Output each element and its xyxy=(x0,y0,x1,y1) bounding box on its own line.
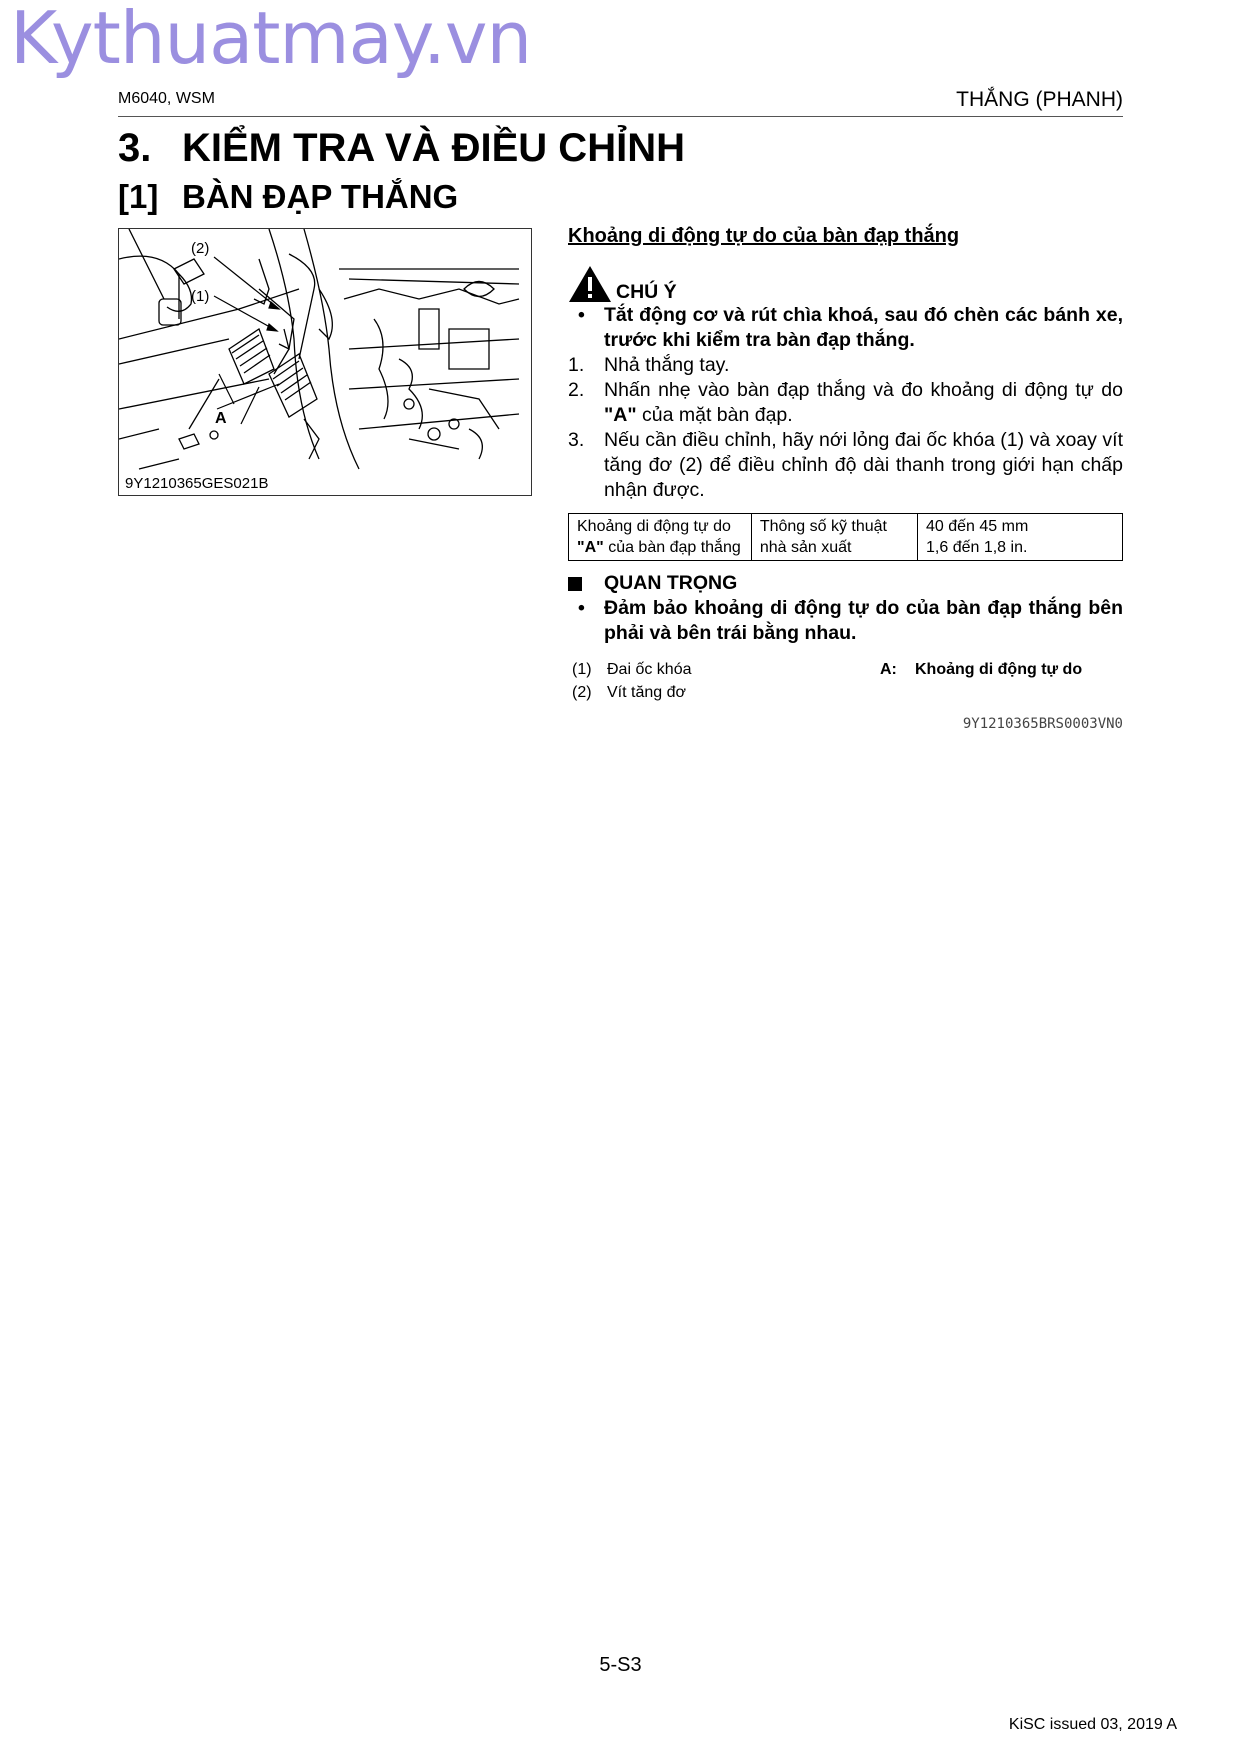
subsection-number: [1] xyxy=(118,178,159,215)
important-heading xyxy=(568,571,1123,596)
subsection-heading xyxy=(118,178,458,216)
important-label: QUAN TRỌNG xyxy=(604,572,738,594)
subsection-title: BÀN ĐẠP THẮNG xyxy=(182,178,459,215)
page-number: 5-S3 xyxy=(599,1654,642,1676)
step-text: Nhả thắng tay. xyxy=(604,354,730,376)
step-tail: của mặt bàn đạp. xyxy=(642,404,793,426)
legend-text: Vít tăng đơ xyxy=(607,684,686,701)
legend-number: A: xyxy=(880,661,897,678)
watermark: Kythuatmay.vn xyxy=(10,0,532,80)
spec-value-mm: 40 đến 45 mm xyxy=(926,518,1029,535)
caution-label: CHÚ Ý xyxy=(616,281,677,303)
step-number: 1. xyxy=(568,354,585,376)
footer-issue: KiSC issued 03, 2019 A xyxy=(1008,1716,1177,1733)
spec-value-cell xyxy=(918,514,1123,561)
legend-number: (2) xyxy=(572,684,592,701)
header-model: M6040, WSM xyxy=(118,90,215,107)
step-number: 3. xyxy=(568,429,585,451)
bullet-marker: • xyxy=(578,597,585,619)
header-chapter: THẮNG (PHANH) xyxy=(956,88,1123,111)
section-title: KIỂM TRA VÀ ĐIỀU CHỈNH xyxy=(182,126,685,170)
figure-legend xyxy=(568,658,1123,706)
step-number: 2. xyxy=(568,379,585,401)
section-heading xyxy=(118,126,685,171)
legend-item-1 xyxy=(572,658,692,681)
legend-text: Đai ốc khóa xyxy=(607,661,692,678)
step-3 xyxy=(568,428,1123,503)
spec-label-cell: Thông số kỹ thuật nhà sản xuất xyxy=(751,514,917,561)
spec-item-line1: Khoảng di động tự do xyxy=(577,518,731,535)
bullet-marker: • xyxy=(578,304,585,326)
important-item xyxy=(568,596,1123,646)
section-number: 3. xyxy=(118,126,152,170)
spec-item-line2: của bàn đạp thắng xyxy=(608,539,741,556)
square-bullet-icon xyxy=(568,577,582,591)
spec-value-in: 1,6 đến 1,8 in. xyxy=(926,539,1028,556)
step-text: Nhấn nhẹ vào bàn đạp thắng và đo khoảng di động tự do xyxy=(604,379,1123,401)
header-rule xyxy=(118,116,1123,117)
warning-triangle-icon xyxy=(568,265,612,303)
important-text: Đảm bảo khoảng di động tự do của bàn đạp thắng bên phải và bên trái bằng nhau. xyxy=(604,597,1123,644)
brake-pedal-illustration xyxy=(119,229,531,495)
step-text-wrap xyxy=(604,378,1123,428)
figure-code: 9Y1210365GES021B xyxy=(124,475,271,492)
step-text: Nếu cần điều chỉnh, hãy nới lỏng đai ốc khóa (1) và xoay vít tăng đơ (2) để điều chỉnh độ dài thanh trong giới hạn chấp nhận được. xyxy=(604,429,1123,501)
callout-a: A xyxy=(215,410,227,427)
brake-pedal-figure xyxy=(118,228,532,496)
callout-2: (2) xyxy=(191,240,210,257)
step-1 xyxy=(568,353,1123,378)
table-row xyxy=(569,514,1123,561)
procedure-column xyxy=(568,224,1123,737)
spec-item-cell xyxy=(569,514,752,561)
step-strong: "A" xyxy=(604,404,637,426)
caution-heading xyxy=(568,263,1123,303)
spec-table xyxy=(568,513,1123,561)
caution-text: Tắt động cơ và rút chìa khoá, sau đó chèn các bánh xe, trước khi kiểm tra bàn đạp thắng. xyxy=(604,304,1123,351)
document-id: 9Y1210365BRS0003VN0 xyxy=(962,716,1123,732)
legend-text: Khoảng di động tự do xyxy=(915,661,1083,678)
legend-item-a xyxy=(880,658,1082,681)
procedure-subheading: Khoảng di động tự do của bàn đạp thắng xyxy=(568,225,960,247)
callout-1: (1) xyxy=(191,288,210,305)
legend-item-2 xyxy=(572,681,686,704)
legend-number: (1) xyxy=(572,661,592,678)
caution-item xyxy=(568,303,1123,353)
step-2 xyxy=(568,378,1123,428)
spec-item-strong: "A" xyxy=(577,539,604,556)
